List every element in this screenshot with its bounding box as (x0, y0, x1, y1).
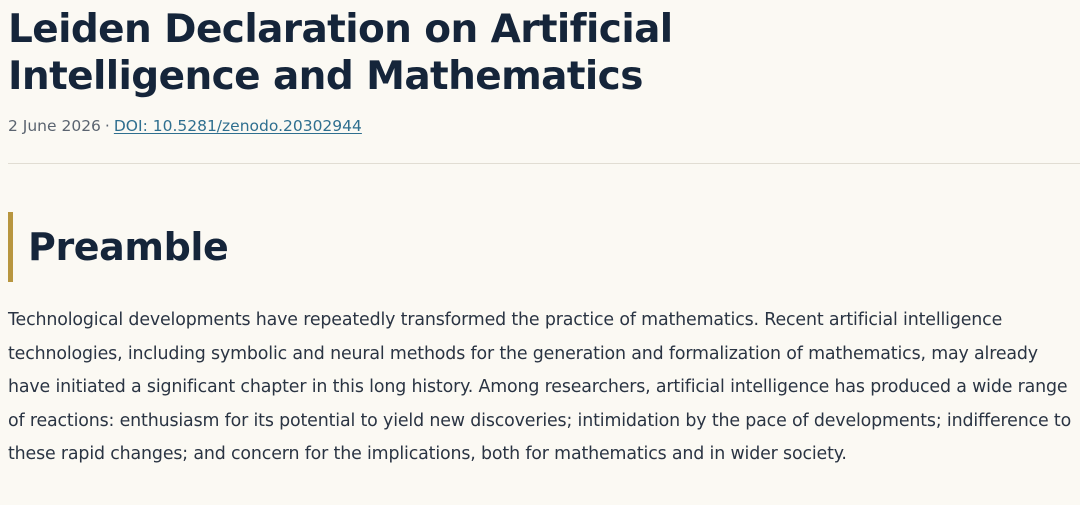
page-title: Leiden Declaration on Artificial Intelligence and Mathematics (8, 7, 673, 99)
preamble-paragraph: Technological developments have repeatedly transformed the practice of mathematics. Recent artificial intelligence technologies, including symbolic and neural methods for the generation and formalization of mathematics, may already have initiated a significant chapter in this long history. Among researchers, artificial intelligence has produced a wide range of reactions: enthusiasm for its potential to yield new discoveries; intimidation by the pace of developments; indifference to these rapid changes; and concern for the implications, both for mathematics and in wider society. (8, 310, 1072, 464)
section-divider (8, 163, 1080, 164)
doi-link[interactable]: DOI: 10.5281/zenodo.20302944 (113, 117, 362, 135)
document-meta (8, 116, 1080, 136)
publication-date: 2 June 2026 (8, 117, 101, 135)
meta-separator: · (104, 117, 110, 135)
section-title: Preamble (28, 225, 229, 269)
section-heading-preamble (8, 212, 228, 282)
